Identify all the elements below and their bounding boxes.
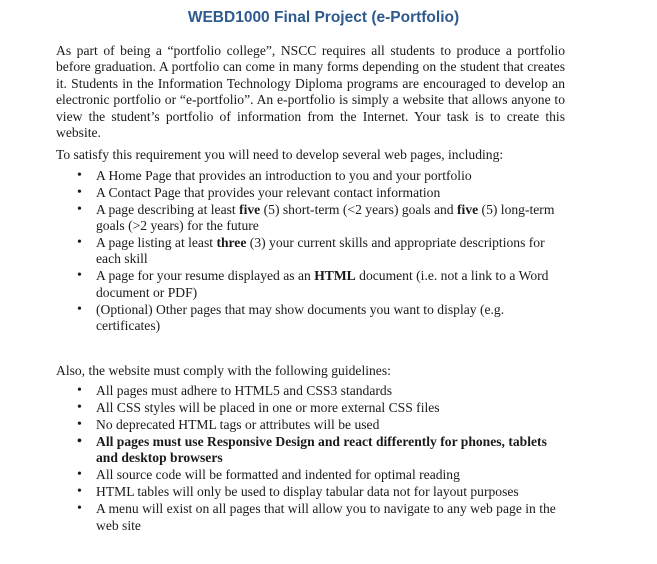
list-item-text: (3) your current skills and appropriate descriptions for each skill bbox=[96, 234, 545, 267]
list-item: • A menu will exist on all pages that will allow you to navigate to any web page in the web site bbox=[96, 501, 565, 534]
list-item bbox=[96, 235, 565, 268]
emphasis-text: five bbox=[239, 201, 261, 217]
list-item: • A Contact Page that provides your relevant contact information bbox=[96, 185, 565, 201]
list-item: • A Home Page that provides an introduction to you and your portfolio bbox=[96, 168, 565, 184]
intro-paragraph: As part of being a “portfolio college”, NSCC requires all students to produce a portfolio before graduation. A portfolio can come in many forms depending on the student that creates it. Students in the Information Technology Diploma programs are encouraged to develop an electronic portfolio or “e-portfolio”. An e-portfolio is simply a website that allows anyone to view the student’s portfolio of information from the Internet. Your task is to create this website. bbox=[56, 43, 565, 141]
list-item: • All pages must adhere to HTML5 and CSS3 standards bbox=[96, 383, 565, 399]
emphasis-text: HTML bbox=[314, 268, 356, 284]
section-spacer bbox=[56, 335, 565, 363]
list-item-text: A page listing at least bbox=[96, 234, 217, 250]
list-item-text: (5) short-term (<2 years) goals and bbox=[260, 201, 458, 217]
list-item: • No deprecated HTML tags or attributes will be used bbox=[96, 417, 565, 433]
requirements-lead: To satisfy this requirement you will need to develop several web pages, including: bbox=[56, 147, 504, 163]
emphasis-text: five bbox=[457, 201, 479, 217]
list-item bbox=[96, 268, 565, 301]
list-item-text: (5) long-term goals (>2 years) for the future bbox=[96, 201, 555, 234]
emphasis-text: three bbox=[216, 234, 247, 250]
list-item-text: A page for your resume displayed as an bbox=[96, 268, 315, 284]
list-item: • HTML tables will only be used to display tabular data not for layout purposes bbox=[96, 484, 565, 500]
list-item: • All source code will be formatted and indented for optimal reading bbox=[96, 467, 565, 483]
list-item: • All CSS styles will be placed in one or more external CSS files bbox=[96, 400, 565, 416]
requirements-list bbox=[56, 168, 565, 335]
list-item bbox=[96, 202, 565, 235]
guidelines-lead: Also, the website must comply with the following guidelines: bbox=[56, 362, 391, 378]
page-title: WEBD1000 Final Project (e-Portfolio) bbox=[187, 9, 460, 26]
guidelines-list bbox=[56, 383, 565, 534]
list-item-text: document (i.e. not a link to a Word document or PDF) bbox=[96, 268, 549, 300]
list-item: • (Optional) Other pages that may show documents you want to display (e.g. certificates) bbox=[96, 302, 565, 335]
list-item: • All pages must use Responsive Design and react differently for phones, tablets and desktop browsers bbox=[96, 434, 565, 467]
list-item-text: A page describing at least bbox=[96, 201, 240, 217]
